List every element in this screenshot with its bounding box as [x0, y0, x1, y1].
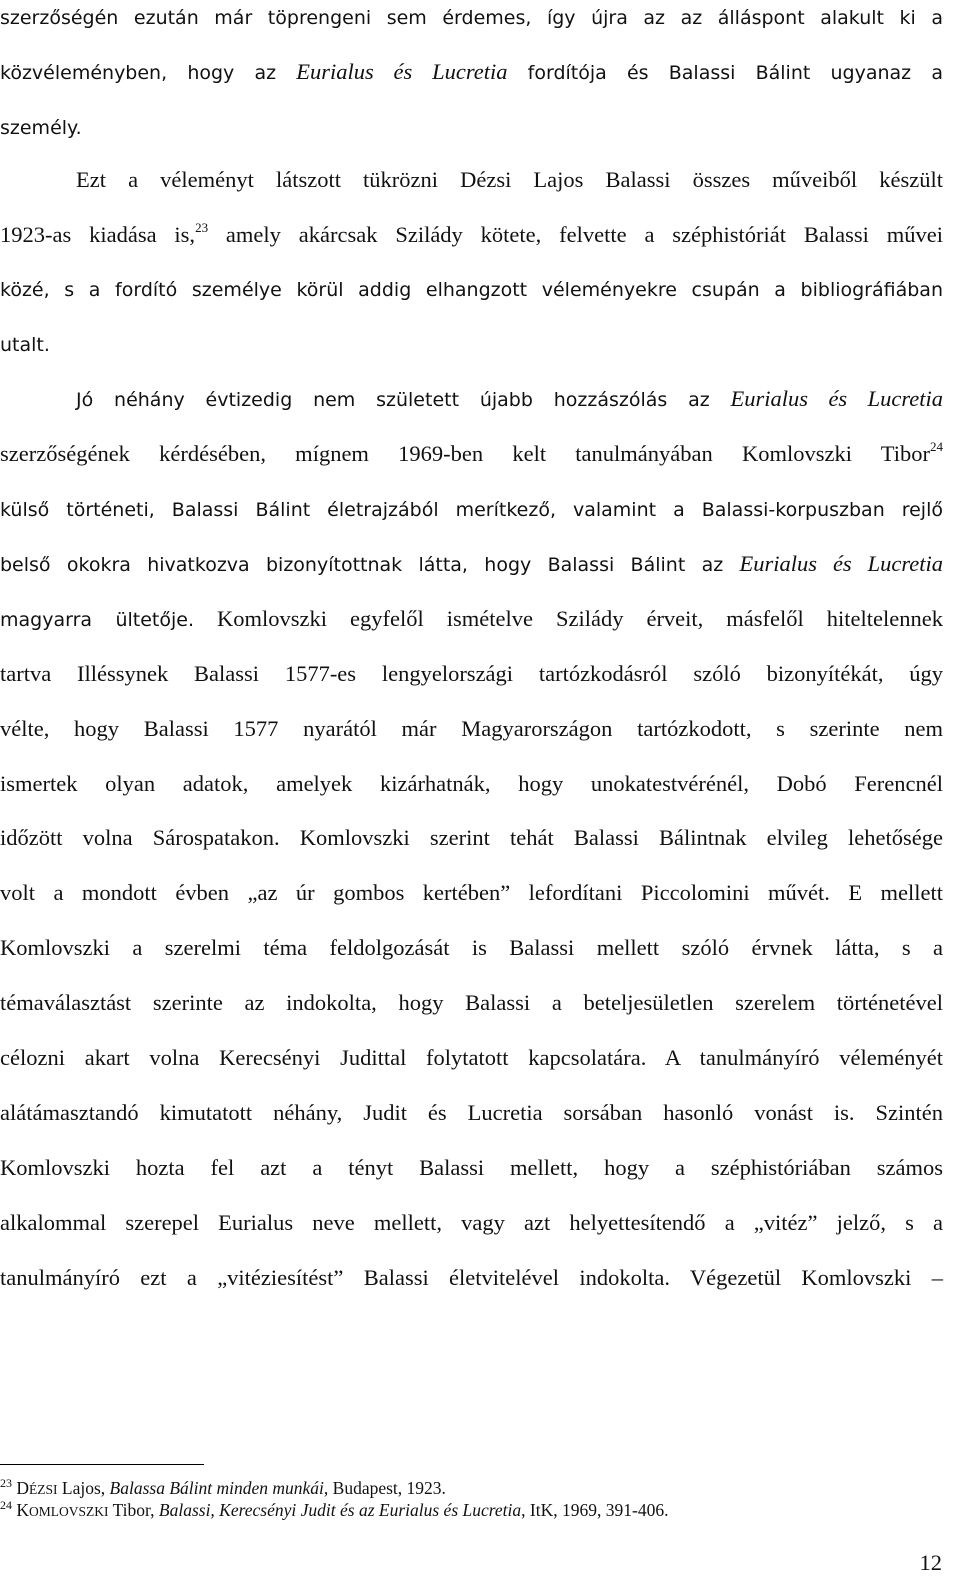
text-line: Jó néhány évtizedig nem született újabb hozzászólás az Eurialus és Lucretia [76, 386, 943, 411]
text-line: tartva Illéssynek Balassi 1577-es lengyelországi tartózkodásról szóló bizonyítékát, úgy [0, 661, 943, 686]
text-line: vélte, hogy Balassi 1577 nyarától már Magyarországon tartózkodott, s szerinte nem [0, 716, 943, 741]
text-line: magyarra ültetője. Komlovszki egyfelől ismételve Szilády érveit, másfelől hiteltelennek [0, 606, 943, 631]
footnote: $^{23}$ DÉZSI Lajos, Balassa Bálint minden munkái, Budapest, 1923. [0, 1476, 446, 1498]
text-line: tanulmányíró ezt a „vitéziesítést” Balassi életvitelével indokolta. Végezetül Komlovszki – [0, 1265, 943, 1290]
italic-title: Eurialus és Lucretia [296, 59, 508, 84]
text-line: közé, s a fordító személye körül addig elhangzott véleményekre csupán a bibliográfiában [0, 279, 943, 301]
text-line: Komlovszki a szerelmi téma feldolgozását is Balassi mellett szóló érvnek látta, s a [0, 935, 943, 960]
text-line: ismertek olyan adatok, amelyek kizárhatnák, hogy unokatestvérénél, Dobó Ferencnél [0, 771, 943, 796]
text-line: alkalommal szerepel Eurialus neve mellett, vagy azt helyettesítendő a „vitéz” jelző, s a [0, 1210, 943, 1235]
italic-title: Eurialus és Lucretia [739, 551, 943, 576]
text-line: közvéleményben, hogy az Eurialus és Lucretia fordítója és Balassi Bálint ugyanaz a [0, 59, 943, 84]
footnote-number: 24 [0, 1498, 12, 1512]
text-line: szerzőségének kérdésében, mígnem 1969-ben kelt tanulmányában Komlovszki Tibor$^{24}$ [0, 439, 943, 466]
text-line: célozni akart volna Kerecsényi Judittal folytatott kapcsolatára. A tanulmányíró véleményét [0, 1045, 943, 1070]
page-number: 12 [919, 1550, 942, 1575]
text-line: utalt. [0, 334, 50, 356]
text-line: Komlovszki hozta fel azt a tényt Balassi mellett, hogy a széphistóriában számos [0, 1155, 943, 1180]
footnote-separator [0, 1464, 204, 1465]
text-line: külső történeti, Balassi Bálint életrajzából merítkező, valamint a Balassi-korpuszban rejlő [0, 499, 943, 521]
text-line: időzött volna Sárospatakon. Komlovszki szerint tehát Balassi Bálintnak elvileg lehetősége [0, 825, 943, 850]
footnote-ref[interactable]: 24 [930, 439, 943, 454]
footnote-ref[interactable]: 23 [195, 220, 209, 235]
italic-title: Eurialus és Lucretia [730, 386, 943, 411]
text-line: alátámasztandó kimutatott néhány, Judit és Lucretia sorsában hasonló vonást is. Szintén [0, 1100, 943, 1125]
text-line: személy. [0, 117, 82, 139]
footnote-number: 23 [0, 1476, 12, 1490]
text-line: Ezt a véleményt látszott tükrözni Dézsi Lajos Balassi összes műveiből készült [76, 167, 943, 192]
text-line: 1923-as kiadása is,$^{23}$ amely akárcsak Szilády kötete, felvette a széphistóriát Balassi művei [0, 220, 943, 247]
footnote: $^{24}$ KOMLOVSZKI Tibor, Balassi, Kerecsényi Judit és az Eurialus és Lucretia, ItK, 1969, 391-406. [0, 1498, 669, 1520]
text-line: szerzőségén ezután már töprengeni sem érdemes, így újra az az álláspont alakult ki a [0, 7, 943, 29]
text-line: volt a mondott évben „az úr gombos kertében” lefordítani Piccolomini művét. E mellett [0, 880, 943, 905]
footnote-title: Balassa Bálint minden munkái [109, 1478, 324, 1498]
footnote-title: Balassi, Kerecsényi Judit és az Eurialus és Lucretia [158, 1500, 522, 1520]
text-line: témaválasztást szerinte az indokolta, hogy Balassi a beteljesületlen szerelem történetével [0, 990, 943, 1015]
text-line: belső okokra hivatkozva bizonyítottnak látta, hogy Balassi Bálint az Eurialus és Lucretia [0, 551, 943, 576]
